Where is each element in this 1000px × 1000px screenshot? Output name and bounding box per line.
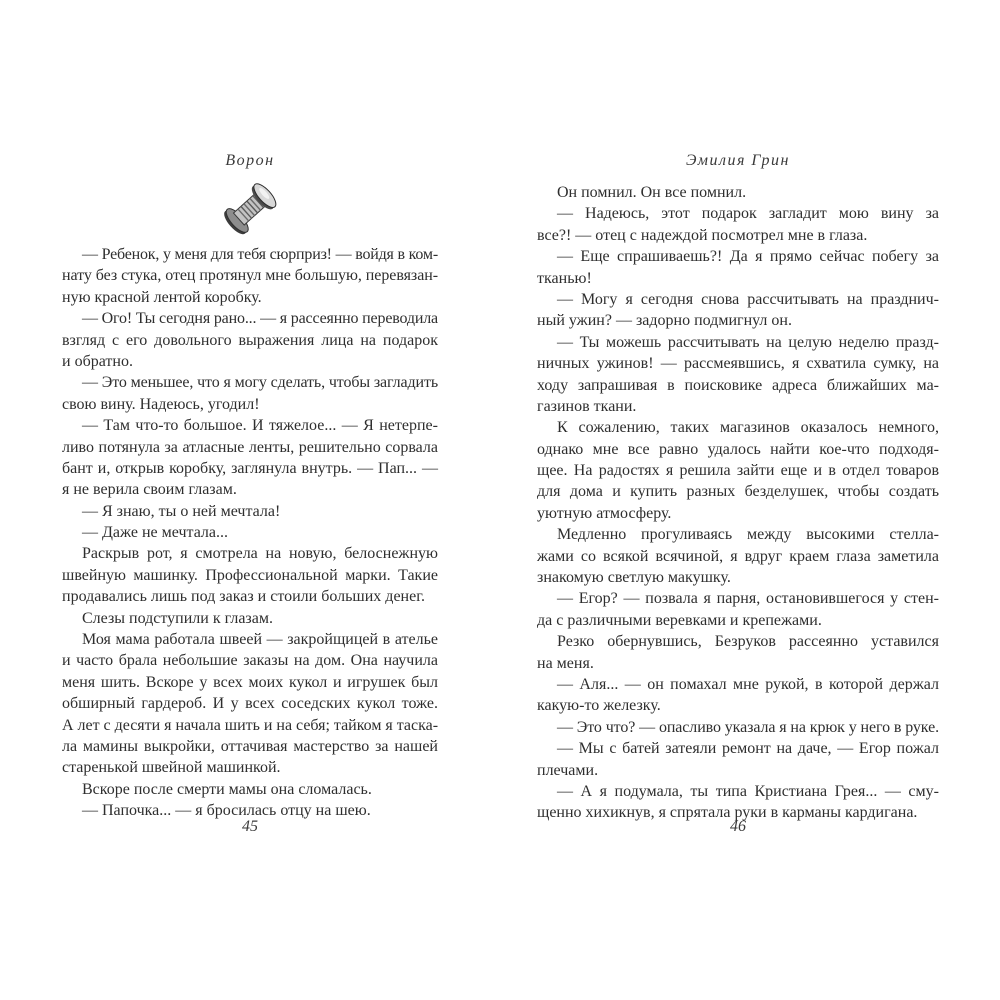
text-line: — Я знаю, ты о ней мечтала! [82,502,281,520]
text-line: и обратно. [62,352,133,370]
right-running-header: Эмилия Грин [686,152,790,169]
text-line: А лет с десяти я начала шить и на себя; тайком я таска- [62,716,439,734]
text-line: К сожалению, таких магазинов оказалось немного, [557,419,939,437]
text-line: да с различными веревками и крепежами. [537,611,822,629]
text-line: — Надеюсь, этот подарок загладит мою вину за [557,205,939,223]
text-line: свою вину. Надеюсь, угодил! [62,395,260,413]
text-line: — Могу я сегодня снова рассчитывать на празднич- [557,290,939,308]
text-line: газинов ткани. [537,397,637,415]
thread-spool-ornament [62,178,438,242]
text-line: — А я подумала, ты типа Кристиана Грея... — сму- [557,782,939,800]
text-line: — Даже не мечтала... [82,524,229,542]
text-line: Слезы подступили к глазам. [82,609,273,627]
text-line: — Егор? — позвала я парня, остановившегося у стен- [557,590,939,608]
text-line: — Это меньшее, что я могу сделать, чтобы загладить [82,374,439,392]
left-page-number: 45 [242,818,258,835]
text-line: Моя мама работала швеей — закройщицей в ателье [82,631,438,649]
right-page [537,150,939,870]
text-line: ную красной лентой коробку. [62,288,262,306]
text-line: — Там что-то большое. И тяжелое... — Я нетерпе- [82,417,438,435]
text-line: — Ребенок, у меня для тебя сюрприз! — войдя в ком- [82,246,438,263]
left-page-body [62,244,438,822]
text-line: и часто брала небольшие заказы на дом. Она научила [62,652,438,670]
text-line: меня шить. Вскоре у всех моих кукол и игрушек был [62,673,438,691]
text-line: однако мне все равно удалось найти кое-что подходя- [537,440,939,458]
text-line: — Папочка... — я бросилась отцу на шею. [82,802,371,820]
text-line: Вскоре после смерти мамы она сломалась. [82,780,372,798]
text-line: я не верила своим глазам. [62,481,237,499]
text-line: для дома и купить разных безделушек, чтобы создать [537,483,939,501]
text-line: щенно хихикнув, я спрятала руки в карманы кардигана. [537,804,918,822]
text-line: знакомую светлую макушку. [537,569,731,587]
text-line: жами со всякой всячиной, я вдруг краем глаза заметила [537,547,939,565]
text-line: уютную атмосферу. [537,504,672,522]
text-line: нату без стука, отец протянул мне большую, перевязан- [62,267,439,285]
text-line: плечами. [537,761,599,779]
text-line: взгляд с его довольного выражения лица на подарок [62,331,439,349]
right-page-body [537,182,939,824]
text-line: тканью! [537,269,592,287]
left-running-header: Ворон [225,152,275,169]
text-line: продавались лишь под заказ и стоили больших денег. [62,588,425,606]
left-page [62,150,438,870]
text-line: Резко обернувшись, Безруков рассеянно уставился [557,633,939,651]
text-line: Раскрыв рот, я смотрела на новую, белоснежную [82,545,438,563]
text-line: все?! — отец с надеждой посмотрел мне в глаза. [537,226,868,244]
text-line: — Мы с батей затеяли ремонт на даче, — Егор пожал [557,740,939,758]
text-line: бант и, открыв коробку, заглянула внутрь. — Пап... — [62,459,438,477]
text-line: ходу запрашивая в поисковике адреса ближайших ма- [537,376,939,394]
text-line: на меня. [537,654,594,672]
text-line: щее. На радостях я решила зайти еще и в отдел товаров [537,462,939,480]
text-line: — Это что? — опасливо указала я на крюк у него в руке. [557,718,939,736]
text-line: швейную машинку. Профессиональной марки. Такие [62,566,438,584]
text-line: — Ты можешь рассчитывать на целую неделю празд- [557,333,939,351]
text-line: — Еще спрашиваешь?! Да я прямо сейчас побегу за [557,248,939,266]
text-line: Медленно прогуливаясь между высокими стелла- [557,526,939,544]
text-line: ничных ужинов! — рассмеявшись, я схватила сумку, на [537,355,939,373]
text-line: старенькой швейной машинкой. [62,759,281,777]
text-line: — Ого! Ты сегодня рано... — я рассеянно переводила [82,310,438,328]
text-line: ный ужин? — задорно подмигнул он. [537,312,792,330]
text-line: Он помнил. Он все помнил. [557,184,747,201]
text-line: — Аля... — он помахал мне рукой, в которой держал [557,675,940,693]
text-line: ливо потянула за атласные ленты, решительно сорвала [62,438,438,456]
text-line: ла мамины выкройки, оттачивая мастерство за нашей [62,737,438,755]
text-line: какую-то железку. [537,697,661,715]
text-line: обширный гардероб. И у всех соседских кукол тоже. [62,695,438,713]
right-page-number: 46 [730,818,746,835]
